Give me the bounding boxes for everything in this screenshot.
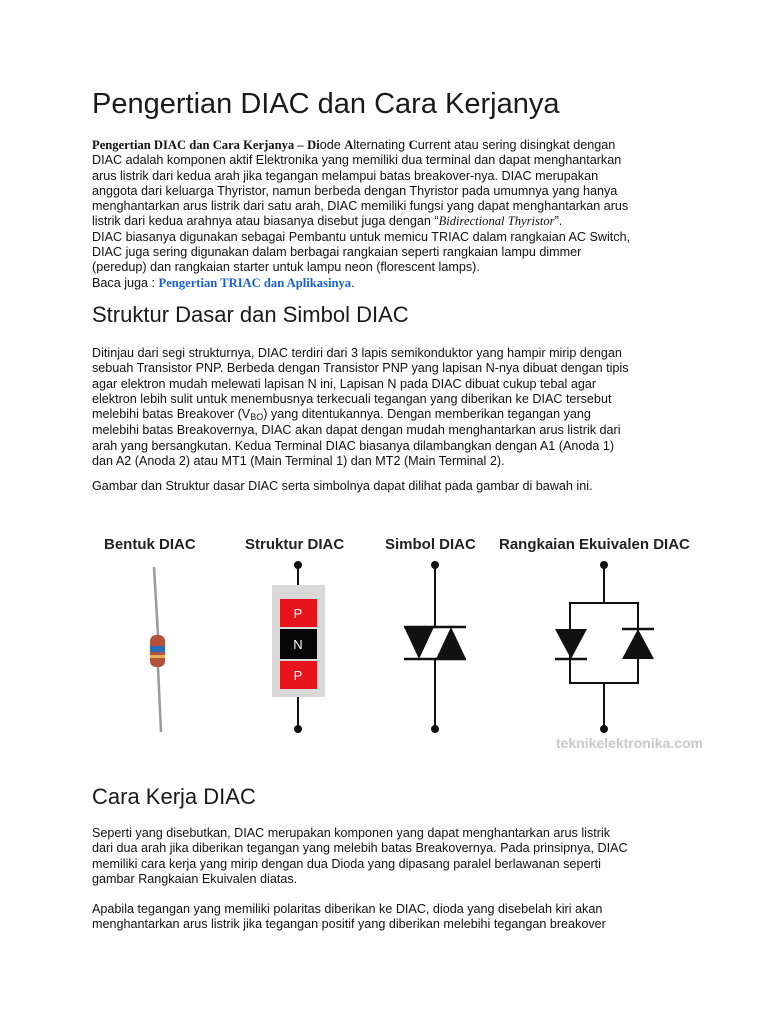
page-title: Pengertian DIAC dan Cara Kerjanya (92, 88, 560, 120)
struktur-line: Ditinjau dari segi strukturnya, DIAC terdiri dari 3 lapis semikonduktor yang hampir mirip dengan (92, 346, 622, 360)
layer-label: N (293, 637, 303, 652)
cara-kerja-line: memiliki cara kerja yang mirip dengan dua Dioda yang dipasang paralel berlawanan seperti (92, 856, 601, 871)
struktur-line: sebuah Transistor PNP. Berbeda dengan Transistor PNP yang lapisan N-nya dibuat dengan tipis (92, 361, 629, 376)
diac-component-image (150, 567, 165, 732)
triac-link[interactable]: Pengertian TRIAC dan Aplikasinya (158, 275, 352, 290)
figure-intro: Gambar dan Struktur dasar DIAC serta simbolnya dapat dilihat pada gambar di bawah ini. (92, 479, 593, 493)
struktur-line: agar elektron mudah melewati lapisan N ini, Lapisan N pada DIAC dibuat cukup tebal agar (92, 376, 597, 391)
intro-line: arus listrik dari kedua arah jika tegangan melampui batas breakover-nya. DIAC merupakan (92, 168, 599, 183)
cara-kerja-line: menghantarkan arus listrik jika tegangan positif yang diberikan melebihi tegangan breakover (92, 917, 606, 932)
watermark-text: teknikelektronika.com (555, 735, 703, 751)
section-heading-cara-kerja: Cara Kerja DIAC (92, 784, 256, 809)
cara-kerja-line: Seperti yang disebutkan, DIAC merupakan komponen yang dapat menghantarkan arus listrik (92, 826, 611, 840)
figure-title-bentuk: Bentuk DIAC (104, 536, 196, 553)
struktur-line: dan A2 (Anoda 2) atau MT1 (Main Terminal 1) dan MT2 (Main Terminal 2). (92, 454, 505, 469)
section-heading-struktur: Struktur Dasar dan Simbol DIAC (92, 302, 409, 327)
struktur-line: melebihi batas Breakover (VBO) yang ditentukannya. Dengan memberikan tegangan yang (92, 407, 591, 423)
figure-title-ekuivalen: Rangkaian Ekuivalen DIAC (499, 536, 690, 553)
layer-label: P (293, 606, 303, 621)
intro-line: menghantarkan arus listrik dari satu arah, DIAC memiliki fungsi yang dapat menghantarkan arus (92, 199, 629, 214)
cara-kerja-line: dari dua arah jika diberikan tegangan yang melebih batas Breakovernya. Pada prinsipnya, DIAC (92, 841, 628, 856)
struktur-line: elektron lebih sulit untuk menembusnya terkecuali tegangan yang diberikan ke DIAC tersebut (92, 391, 612, 406)
cara-kerja-line: Apabila tegangan yang memiliki polaritas diberikan ke DIAC, dioda yang disebelah kiri akan (92, 902, 603, 916)
intro-line: DIAC biasanya digunakan sebagai Pembantu untuk memicu TRIAC dalam rangkaian AC Switch, (92, 229, 631, 244)
struktur-line: melebihi batas Breakovernya, DIAC akan dapat dengan mudah menghantarkan arus listrik dari (92, 423, 621, 438)
struktur-paragraph (92, 346, 682, 469)
baca-juga-line: Baca juga : Pengertian TRIAC dan Aplikasinya. (92, 275, 355, 290)
intro-line: (peredup) dan rangkaian starter untuk lampu neon (florescent lamps). (92, 260, 480, 275)
intro-line: DIAC juga sering digunakan dalam berbagai rangkaian seperti rangkaian lampu dimmer (92, 245, 582, 260)
cara-kerja-paragraph-2 (92, 902, 682, 933)
cara-kerja-paragraph (92, 826, 682, 887)
figure-title-struktur: Struktur DIAC (245, 536, 345, 553)
intro-line: listrik dari kedua arahnya atau biasanya disebut juga dengan “Bidirectional Thyristor”. (92, 214, 563, 229)
struktur-line: arah yang bersangkutan. Kedua Terminal DIAC biasanya dilambangkan dengan A1 (Anoda 1) (92, 438, 615, 453)
intro-line: anggota dari keluarga Thyristor, namun berbeda dengan Thyristor pada umumnya yang hanya (92, 183, 618, 198)
diac-equivalent-circuit (555, 561, 654, 733)
diac-figure (0, 555, 768, 755)
diac-structure (272, 561, 325, 733)
intro-line: Pengertian DIAC dan Cara Kerjanya – Diode Alternating Current atau sering disingkat dengan (92, 138, 616, 152)
intro-line: DIAC adalah komponen aktif Elektronika yang memiliki dua terminal dan dapat menghantarkan (92, 153, 622, 168)
figure-title-simbol: Simbol DIAC (385, 536, 476, 553)
cara-kerja-line: gambar Rangkaian Ekuivalen diatas. (92, 871, 298, 886)
diac-symbol (404, 561, 466, 733)
layer-label: P (293, 668, 303, 683)
intro-paragraph (92, 138, 682, 291)
